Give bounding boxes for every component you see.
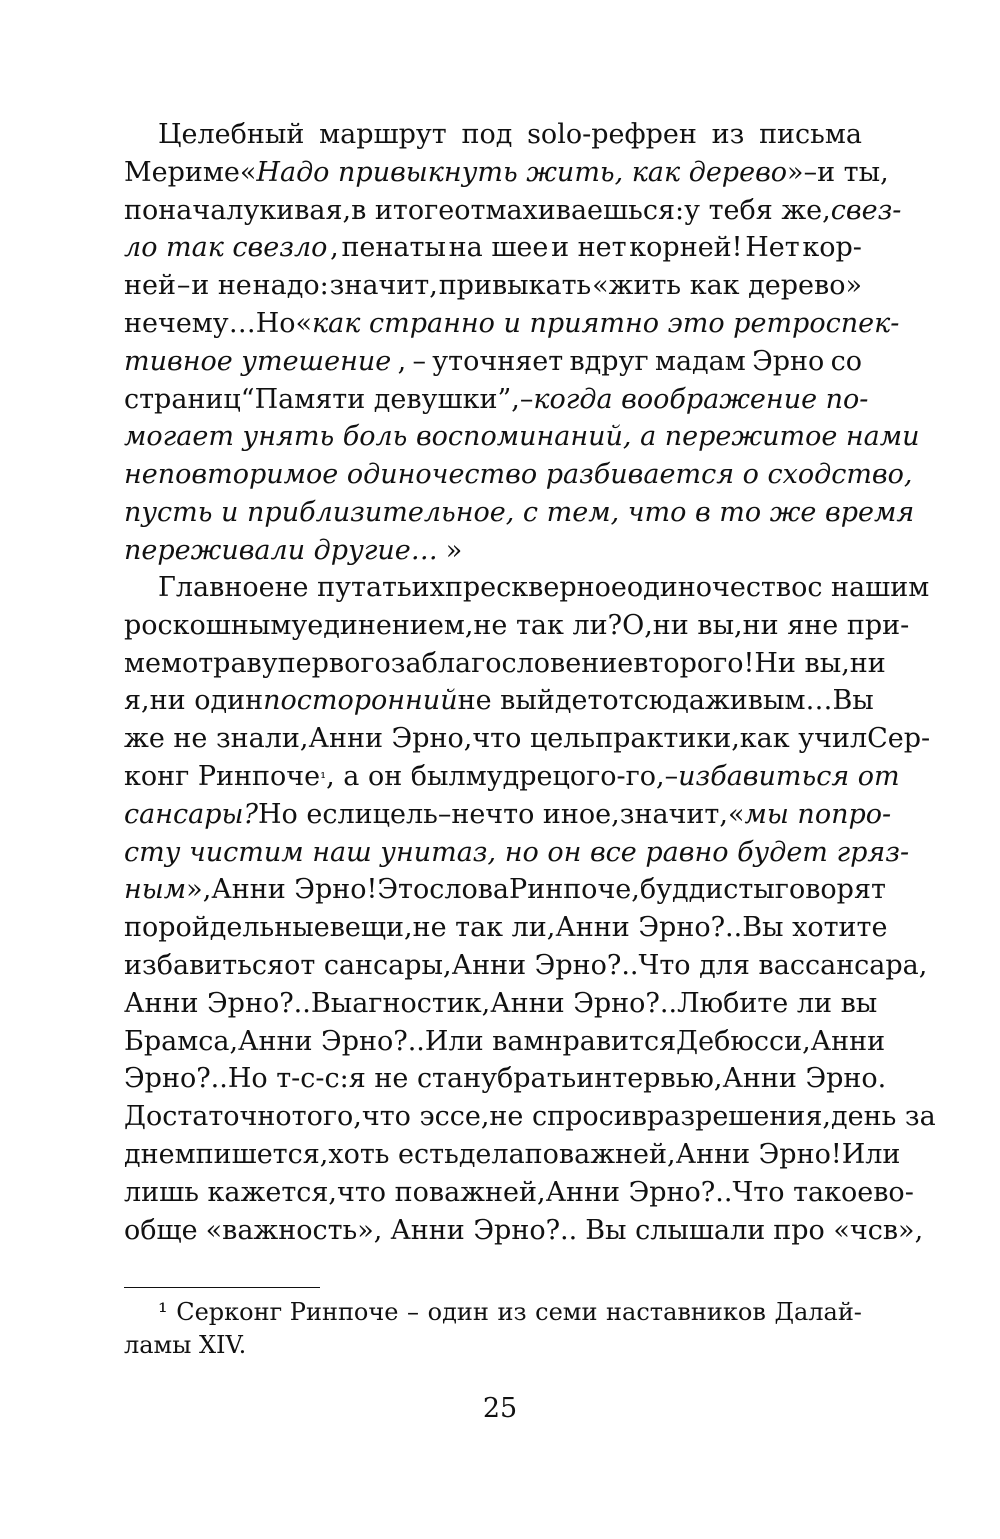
text-word: – <box>519 383 534 415</box>
text-word: Достаточно <box>124 1101 292 1133</box>
text-word: Вы слышали <box>585 1214 766 1246</box>
text-line <box>124 569 930 607</box>
text-word: же не знали, <box>124 723 309 755</box>
text-line <box>124 1023 886 1061</box>
text-word: поначалу <box>124 194 260 226</box>
text-word: вдруг <box>569 345 649 377</box>
text-word: Анни Эрно?.. <box>490 987 678 1019</box>
text-word: пишется, <box>195 1138 329 1170</box>
text-word: Нет <box>745 232 800 264</box>
text-word: письма <box>759 119 862 150</box>
page-number: 25 <box>482 1393 518 1424</box>
footnote-separator <box>124 1287 320 1288</box>
text-line <box>124 192 902 230</box>
text-word: – <box>412 345 426 377</box>
text-word: один <box>427 1298 489 1326</box>
text-word: их <box>411 572 445 603</box>
text-word: под <box>461 119 513 150</box>
text-word: Дебюсси, <box>676 1025 811 1057</box>
text-word: со <box>830 345 862 377</box>
text-word: не так ли, <box>412 912 556 944</box>
text-word: поважней, <box>524 1138 676 1170</box>
text-word: кор- <box>802 232 862 264</box>
text-line <box>124 909 888 947</box>
text-word: дельные <box>209 912 330 944</box>
text-word: Целебный <box>158 119 305 150</box>
text-word: Анни Эрно?.. <box>545 1176 733 1208</box>
text-line <box>124 267 862 305</box>
footnote <box>124 1296 862 1362</box>
text-word: что поважней, <box>337 1176 546 1208</box>
text-word: , а он был <box>326 760 466 792</box>
text-line <box>124 1329 862 1362</box>
text-word: благословение <box>421 647 634 679</box>
text-line <box>124 871 886 909</box>
text-word: « <box>239 156 257 188</box>
text-word: », <box>186 874 212 906</box>
text-word: « <box>727 798 745 830</box>
text-word: как учил <box>739 723 868 755</box>
text-word: корней! <box>629 232 743 264</box>
text-word: брать <box>496 1063 577 1095</box>
text-word: кивая, <box>259 194 352 226</box>
text-line <box>124 682 874 720</box>
text-line <box>124 381 869 419</box>
text-word: Что такое <box>732 1176 874 1208</box>
text-word: Что для вас <box>638 949 805 981</box>
text-word: не выйдет <box>457 685 603 717</box>
text-word: Но т-с-с: <box>227 1063 349 1095</box>
text-word: надо: <box>252 270 329 302</box>
text-word: одиночество <box>626 572 808 603</box>
text-word: ¹ <box>158 1298 168 1326</box>
text-word: отраву <box>181 647 278 679</box>
text-word: и не <box>191 270 252 302</box>
text-word: Анни Эрно?.. <box>390 1214 578 1246</box>
text-word: Серконг Ринпоче <box>176 1298 399 1326</box>
text-word: вещи, <box>329 912 413 944</box>
text-line <box>124 1296 862 1329</box>
text-word: прескверное <box>444 572 627 603</box>
text-word: отсюда <box>602 685 705 717</box>
text-word: Анни Эрно, <box>308 723 473 755</box>
text-word: Далай- <box>774 1298 862 1326</box>
text-word: пенаты <box>341 232 446 264</box>
text-word: с нашим <box>807 572 930 603</box>
text-word: дела <box>458 1138 525 1170</box>
text-word: я, <box>124 685 150 717</box>
text-word: Анни Эрно! <box>675 1138 842 1170</box>
text-word: solo-рефрен <box>527 119 697 150</box>
text-line <box>124 532 862 570</box>
text-line <box>124 720 931 758</box>
text-word: ни <box>849 647 886 679</box>
text-word: не при- <box>804 609 910 641</box>
text-line <box>124 116 862 154</box>
text-word: слова <box>429 874 510 906</box>
text-word: маршрут <box>319 119 447 150</box>
text-word: на шее <box>448 232 549 264</box>
text-word: ней <box>124 270 176 302</box>
text-word: Надо привыкнуть жить, как дерево <box>256 156 788 188</box>
text-word: – <box>664 760 679 792</box>
text-word: ни вы, <box>652 609 743 641</box>
text-word: ло так свезло <box>124 232 328 264</box>
text-word: Но <box>255 307 296 339</box>
text-word: избавиться от <box>678 760 900 792</box>
text-word: ни один <box>149 685 264 717</box>
text-word: ламы XIV. <box>124 1331 247 1359</box>
text-word: уточняет <box>432 345 564 377</box>
text-word: избавиться <box>124 949 285 981</box>
text-word: ого-го, <box>569 760 665 792</box>
text-word: в итоге <box>351 194 455 226</box>
text-word: – <box>437 798 452 830</box>
text-word: нечто иное, <box>451 798 620 830</box>
text-word: буддисты <box>639 874 775 906</box>
text-word: первого <box>277 647 391 679</box>
text-line <box>124 456 913 494</box>
text-word: говорят <box>774 874 886 906</box>
text-word: Сер- <box>867 723 931 755</box>
text-word: Анни Эрно?.. <box>555 912 743 944</box>
text-line <box>124 229 862 267</box>
text-word: О, <box>622 609 653 641</box>
text-word: что цель <box>472 723 596 755</box>
text-word: как странно и приятно это ретроспек- <box>312 307 900 339</box>
text-line <box>124 154 889 192</box>
text-line <box>124 1136 901 1174</box>
text-word: переживали другие… <box>124 534 438 566</box>
text-word: сансары? <box>124 798 258 830</box>
text-word: роскошным <box>124 609 292 641</box>
text-word: нравится <box>544 1025 677 1057</box>
text-word: сту чистим наш унитаз, но он все равно будет гряз- <box>124 836 910 868</box>
text-word: не спросив <box>489 1101 647 1133</box>
text-word: « <box>295 307 313 339</box>
text-word: нечему… <box>124 307 256 339</box>
text-word: цель <box>372 798 438 830</box>
text-word: семи <box>535 1298 598 1326</box>
text-word: уединением, <box>291 609 474 641</box>
text-word: днем <box>124 1138 196 1170</box>
text-word: свез- <box>830 194 902 226</box>
text-word: ни я <box>742 609 805 641</box>
text-word: и нет <box>551 232 627 264</box>
text-word: Любите ли вы <box>677 987 878 1019</box>
text-word: живым… <box>704 685 833 717</box>
text-line <box>124 1060 887 1098</box>
paragraph-2 <box>124 569 936 1249</box>
text-word: неповторимое одиночество разбивается о сходство, <box>124 459 913 491</box>
text-word: – <box>407 1298 420 1326</box>
text-line: конг Ринпоче $^{^1}$ , а он был мудрец ого-го, – избавиться от <box>124 758 862 796</box>
text-word: Вы хотите <box>742 912 888 944</box>
text-line <box>124 985 878 1023</box>
text-word: и ты, <box>817 156 889 188</box>
text-word: пусть и приблизительное, с тем, что в то же время <box>124 496 915 528</box>
text-word: привыкать <box>438 270 592 302</box>
text-word: “Памяти девушки”, <box>240 383 520 415</box>
text-word: конг Ринпоче <box>124 760 321 792</box>
paragraph-1 <box>124 116 920 570</box>
text-word: Эрно <box>752 345 825 377</box>
text-word: про «чсв», <box>773 1214 924 1246</box>
text-line <box>124 645 886 683</box>
text-word: того, <box>291 1101 362 1133</box>
text-word: значит, <box>329 270 438 302</box>
text-word: во- <box>873 1176 914 1208</box>
text-word: практики, <box>595 723 740 755</box>
text-line <box>124 343 862 381</box>
text-word: страниц <box>124 383 241 415</box>
text-word: отмахиваешься: <box>454 194 685 226</box>
text-word: порой <box>124 912 210 944</box>
text-word: посторонний <box>263 685 458 717</box>
text-word: Брамса, <box>124 1025 239 1057</box>
text-word: Анни <box>810 1025 886 1057</box>
text-word: агностик, <box>352 987 491 1019</box>
text-word: «важность», <box>205 1214 383 1246</box>
text-word: Вы <box>310 987 353 1019</box>
text-word: мы попро- <box>744 798 892 830</box>
text-line <box>124 305 900 343</box>
text-word: мем <box>124 647 182 679</box>
text-word: – <box>803 156 818 188</box>
text-word: тивное утешение <box>124 345 392 377</box>
text-word: я не стану <box>348 1063 497 1095</box>
text-word: второго! <box>633 647 755 679</box>
text-word: , <box>330 232 339 264</box>
text-word: Вы <box>832 685 874 717</box>
text-word: Это <box>377 874 430 906</box>
text-word: Или <box>841 1138 901 1170</box>
text-line <box>124 1212 924 1250</box>
text-word: за <box>390 647 422 679</box>
text-line <box>124 607 910 645</box>
text-word: ным <box>124 874 187 906</box>
text-line <box>124 1174 914 1212</box>
text-line <box>124 834 910 872</box>
text-line <box>124 1098 936 1136</box>
text-word: Или вам <box>424 1025 545 1057</box>
text-word: Анни Эрно. <box>722 1063 887 1095</box>
text-word: Эрно?.. <box>124 1063 228 1095</box>
text-word: лишь кажется, <box>124 1176 337 1208</box>
text-word: могает унять боль воспоминаний, а пережитое нами <box>124 421 920 453</box>
text-word: хоть есть <box>328 1138 459 1170</box>
text-word: мудрец <box>465 760 570 792</box>
text-word: сансара, <box>804 949 928 981</box>
text-word: из <box>711 119 745 150</box>
text-word: Ни вы, <box>754 647 850 679</box>
text-word: Анни Эрно?.. <box>451 949 639 981</box>
text-word: не так ли? <box>473 609 623 641</box>
text-word: Анни Эрно?.. <box>124 987 311 1019</box>
text-word: Мериме <box>124 156 240 188</box>
text-word: интервью, <box>576 1063 723 1095</box>
text-word: «жить как дерево» <box>592 270 862 302</box>
text-word: что эссе, <box>361 1101 490 1133</box>
text-word: мадам <box>654 345 746 377</box>
text-word: от сансары, <box>284 949 452 981</box>
text-word: » <box>787 156 804 188</box>
text-word: Анни Эрно! <box>211 874 378 906</box>
text-word: когда воображение по- <box>533 383 869 415</box>
text-word: Главное <box>158 572 275 603</box>
text-word: – <box>176 270 191 302</box>
text-word: день за <box>831 1101 936 1133</box>
text-word: значит, <box>619 798 728 830</box>
text-line <box>124 494 915 532</box>
text-word: из <box>497 1298 527 1326</box>
text-line <box>124 796 892 834</box>
text-word: Но если <box>257 798 373 830</box>
text-word: обще <box>124 1214 198 1246</box>
text-word: Ринпоче, <box>509 874 640 906</box>
text-word: , <box>397 345 407 377</box>
text-word: Анни Эрно?.. <box>238 1025 425 1057</box>
text-word: » <box>445 534 463 566</box>
text-line <box>124 947 928 985</box>
text-word: разрешения, <box>646 1101 831 1133</box>
text-word: не путать <box>274 572 412 603</box>
text-word: у тебя же, <box>684 194 831 226</box>
text-line <box>124 418 920 456</box>
text-word: наставников <box>606 1298 766 1326</box>
